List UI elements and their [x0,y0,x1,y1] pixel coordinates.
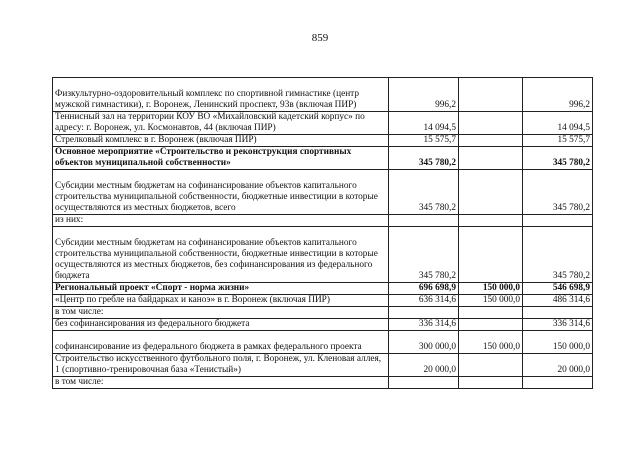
row-total: 345 780,2 [389,170,459,215]
row-regional: 345 780,2 [523,147,593,170]
table-row [53,283,593,295]
row-name: в том числе: [53,307,389,319]
row-regional: 345 780,2 [523,170,593,215]
table-row [53,331,593,354]
budget-table [52,77,593,389]
row-regional: 345 780,2 [523,227,593,283]
row-name: Теннисный зал на территории КОУ ВО «Михайловский кадетский корпус» по адресу: г. Воронеж, ул. Космонавтов, 44 (включая ПИР) [53,112,389,135]
table-row [53,135,593,147]
table-row [53,295,593,307]
row-name: Основное мероприятие «Строительство и реконструкция спортивных объектов муниципальной собственности» [53,147,389,170]
row-federal [459,147,523,170]
row-name: Физкультурно-оздоровительный комплекс по спортивной гимнастике (центр мужской гимнастики), г. Воронеж, Ленинский проспект, 93в (включая ПИР) [53,78,389,112]
row-regional: 14 094,5 [523,112,593,135]
row-federal [459,227,523,283]
table-row [53,227,593,283]
row-federal [459,215,523,227]
row-federal: 150 000,0 [459,295,523,307]
row-total: 14 094,5 [389,112,459,135]
row-regional [523,377,593,389]
row-federal [459,135,523,147]
row-total: 20 000,0 [389,354,459,377]
table-row [53,319,593,331]
row-total: 996,2 [389,78,459,112]
table-row [53,377,593,389]
row-total: 336 314,6 [389,319,459,331]
table-row [53,354,593,377]
row-total: 300 000,0 [389,331,459,354]
row-regional: 20 000,0 [523,354,593,377]
row-total: 696 698,9 [389,283,459,295]
row-name: Строительство искусственного футбольного поля, г. Воронеж, ул. Кленовая аллея, 1 (спортивно-тренировочная база «Тенистый») [53,354,389,377]
row-name: из них: [53,215,389,227]
row-federal [459,307,523,319]
row-federal [459,170,523,215]
row-regional: 150 000,0 [523,331,593,354]
row-federal: 150 000,0 [459,283,523,295]
table-row [53,78,593,112]
row-name: Стрелковый комплекс в г. Воронеж (включая ПИР) [53,135,389,147]
row-regional: 996,2 [523,78,593,112]
row-regional [523,307,593,319]
table-row [53,112,593,135]
row-total [389,215,459,227]
row-total: 636 314,6 [389,295,459,307]
row-name: Субсидии местным бюджетам на софинансирование объектов капитального строительства муниципальной собственности, бюджетные инвестиции в которые осуществляются из местных бюджетов, всего [53,170,389,215]
table-row [53,170,593,215]
row-federal [459,319,523,331]
row-name: «Центр по гребле на байдарках и каноэ» в г. Воронеж (включая ПИР) [53,295,389,307]
row-total [389,307,459,319]
row-total [389,377,459,389]
row-total: 345 780,2 [389,227,459,283]
row-name: софинансирование из федерального бюджета в рамках федерального проекта [53,331,389,354]
table-row [53,215,593,227]
row-regional: 486 314,6 [523,295,593,307]
row-regional: 15 575,7 [523,135,593,147]
row-federal [459,112,523,135]
row-regional: 546 698,9 [523,283,593,295]
row-federal [459,377,523,389]
table-row [53,147,593,170]
page-number: 859 [311,32,329,44]
row-federal: 150 000,0 [459,331,523,354]
table-row [53,307,593,319]
row-regional [523,215,593,227]
row-total: 345 780,2 [389,147,459,170]
row-name: Субсидии местным бюджетам на софинансирование объектов капитального строительства муниципальной собственности, бюджетные инвестиции в которые осуществляются из местных бюджетов, без софинансирования из федерального бюджета [53,227,389,283]
row-name: без софинансирования из федерального бюджета [53,319,389,331]
row-regional: 336 314,6 [523,319,593,331]
row-federal [459,78,523,112]
row-name: в том числе: [53,377,389,389]
row-federal [459,354,523,377]
row-name: Региональный проект «Спорт - норма жизни» [53,283,389,295]
row-total: 15 575,7 [389,135,459,147]
